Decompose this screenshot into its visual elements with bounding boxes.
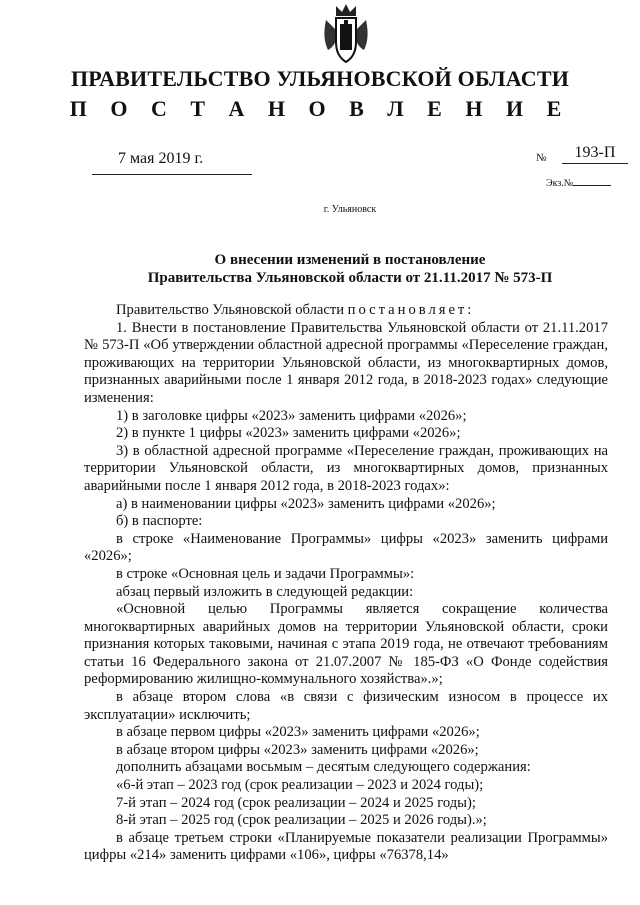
paragraph: 7-й этап – 2024 год (срок реализации – 2024 и 2025 годы); bbox=[116, 794, 476, 811]
date-underline bbox=[92, 174, 252, 175]
number-prefix: № bbox=[536, 152, 547, 164]
paragraph: в абзаце первом цифры «2023» заменить цифрами «2026»; bbox=[116, 724, 480, 741]
paragraph: 8-й этап – 2025 год (срок реализации – 2025 и 2026 годы).»; bbox=[116, 812, 487, 829]
paragraph: б) в паспорте: bbox=[116, 513, 203, 530]
city: г. Ульяновск bbox=[323, 204, 377, 215]
paragraph: в абзаце втором цифры «2023» заменить цифрами «2026»; bbox=[116, 741, 479, 758]
paragraph: а) в наименовании цифры «2023» заменить цифрами «2026»; bbox=[116, 495, 496, 512]
paragraph: в строке «Основная цель и задачи Программы»: bbox=[116, 565, 415, 582]
document-date: 7 мая 2019 г. bbox=[118, 150, 204, 167]
paragraph: в строке «Наименование Программы» цифры «2023» заменить цифрами «2026»; bbox=[84, 530, 608, 565]
document-body bbox=[84, 302, 608, 865]
paragraph: 1) в заголовке цифры «2023» заменить цифрами «2026»; bbox=[116, 407, 467, 424]
copy-label: Экз.№ bbox=[546, 178, 574, 189]
opening-subject: Правительство Ульяновской области bbox=[116, 302, 345, 318]
paragraph: в абзаце третьем строки «Планируемые показатели реализации Программы» цифры «214» заменить цифрами «106», цифры «76378,14» bbox=[84, 829, 608, 864]
document-type: П О С Т А Н О В Л Е Н И Е bbox=[69, 96, 571, 121]
number-value: 193-П bbox=[562, 144, 628, 164]
title-line-1: О внесении изменений в постановление bbox=[214, 252, 486, 268]
opening-paragraph bbox=[84, 302, 608, 320]
document-title bbox=[0, 251, 640, 287]
opening-verb: постановляет: bbox=[347, 302, 475, 318]
organization-name: ПРАВИТЕЛЬСТВО УЛЬЯНОВСКОЙ ОБЛАСТИ bbox=[70, 66, 570, 91]
title-line-2: Правительства Ульяновской области от 21.11.2017 № 573-П bbox=[147, 270, 553, 286]
paragraph: абзац первый изложить в следующей редакции: bbox=[116, 583, 414, 600]
paragraph: 3) в областной адресной программе «Переселение граждан, проживающих на территории Ульяновской области, из многоквартирных домов, признанных аварийными после 1 января 2012 года, в 2018-2023 годах»: bbox=[84, 442, 608, 494]
paragraph: дополнить абзацами восьмым – десятым следующего содержания: bbox=[116, 759, 531, 776]
copy-underline bbox=[573, 185, 611, 186]
coat-of-arms-icon bbox=[322, 2, 370, 64]
paragraph: 1. Внести в постановление Правительства Ульяновской области от 21.11.2017 № 573-П «Об утверждении областной адресной программы «Переселение граждан, проживающих на территории Ульяновской области, из многоквартирных домов, признанных аварийными после 1 января 2012 года, в 2018-2023 годах» следующие изменения: bbox=[84, 319, 608, 406]
paragraph: 2) в пункте 1 цифры «2023» заменить цифрами «2026»; bbox=[116, 425, 461, 442]
paragraph: «Основной целью Программы является сокращение количества многоквартирных аварийных домов на территории Ульяновской области, сроки признания которых таковыми, начиная с этапа 2019 года, не отвечают требованиям статьи 16 Федерального закона от 21.07.2007 № 185-ФЗ «О Фонде содействия реформированию жилищно-коммунального хозяйства».»; bbox=[84, 601, 608, 688]
copy-number bbox=[546, 178, 611, 189]
paragraph: «6-й этап – 2023 год (срок реализации – 2023 и 2024 годы); bbox=[116, 777, 484, 794]
paragraph: в абзаце втором слова «в связи с физическим износом в процессе их эксплуатации» исключить; bbox=[84, 689, 608, 723]
